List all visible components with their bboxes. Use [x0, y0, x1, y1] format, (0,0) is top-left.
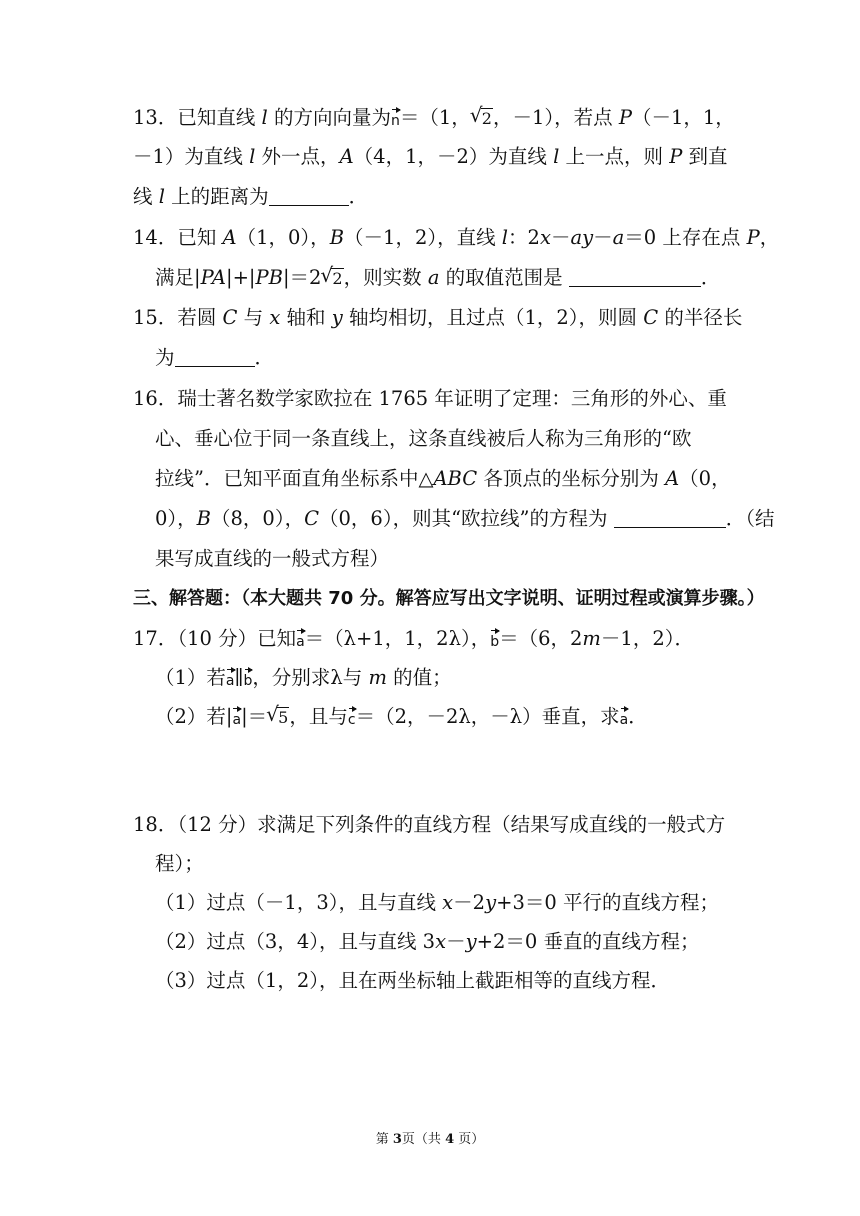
text: +2＝0 垂直的直线方程；	[476, 930, 700, 953]
text: ＝（2，－2λ，－λ）垂直，求	[355, 705, 620, 728]
math-var: C	[222, 306, 238, 329]
page-total: 4	[445, 1132, 455, 1147]
text: ．	[254, 346, 275, 369]
text: 14．已知	[133, 226, 223, 249]
text: ，则实数	[343, 266, 428, 289]
q17-line-1	[133, 628, 694, 649]
answer-blank	[614, 509, 726, 528]
text: ．（结	[725, 507, 775, 530]
section-title: 三、解答题：（本大题共 70 分。解答应写出文字说明、证明过程或演算步骤。）	[133, 588, 765, 609]
vector-b: b	[490, 628, 499, 649]
math-var: l	[501, 226, 509, 249]
text: （8，0），	[211, 507, 305, 530]
text: （3）过点（1，2），且在两坐标轴上截距相等的直线方程．	[155, 969, 670, 992]
q13-line-3	[133, 187, 368, 207]
math-var: y	[331, 306, 343, 329]
math-var: m	[582, 627, 601, 650]
page-number: 3	[392, 1132, 402, 1147]
text: 程）；	[155, 852, 204, 875]
text: 上的距离为	[164, 185, 269, 208]
math-var: C	[643, 306, 659, 329]
text: ＝（λ+1，1，2λ），	[304, 627, 491, 650]
math-var: l	[158, 185, 165, 208]
sqrt-radicand: 2	[332, 269, 343, 288]
text: |＝2	[282, 266, 322, 289]
text: －1）为直线	[133, 145, 250, 168]
text: 各顶点的坐标分别为	[477, 467, 666, 490]
sqrt-symbol	[321, 268, 343, 288]
text: ．	[628, 705, 648, 728]
text: 17．（10 分）已知	[133, 627, 297, 650]
q14-line-1	[133, 228, 779, 248]
q15-line-1	[133, 308, 742, 328]
math-var: C	[304, 507, 320, 530]
text: （4，1，－2）为直线	[353, 145, 554, 168]
math-var: P	[746, 226, 760, 249]
q15-line-2	[155, 348, 274, 368]
text: +3＝0 平行的直线方程；	[496, 891, 719, 914]
text: 外一点，	[255, 145, 340, 168]
text: ，且与	[289, 705, 348, 728]
text: －1，2）．	[600, 627, 694, 650]
q16-line-5	[155, 549, 389, 569]
section-heading	[133, 590, 765, 608]
text: 拉线”．已知平面直角坐标系中△	[155, 467, 434, 490]
math-var: l	[261, 106, 268, 129]
text: 15．若圆	[133, 306, 223, 329]
math-var: A	[665, 467, 680, 490]
math-var: B	[329, 226, 345, 249]
text: 页（共	[401, 1132, 446, 1147]
q16-line-1	[133, 389, 727, 409]
text: ＝0 上存在点	[624, 226, 747, 249]
math-var: ABC	[433, 467, 478, 490]
math-var: l	[553, 145, 560, 168]
text: ＝（6，2	[499, 627, 583, 650]
text: 与	[237, 306, 270, 329]
answer-blank	[569, 268, 701, 287]
text: 18．（12 分）求满足下列条件的直线方程（结果写成直线的一般式方	[133, 813, 726, 836]
text: 轴和	[280, 306, 332, 329]
vector-a: a	[296, 628, 305, 649]
q13-line-2	[133, 147, 728, 167]
math-var: y	[485, 891, 497, 914]
q14-line-2	[155, 268, 720, 288]
text: 13．已知直线	[133, 106, 262, 129]
vector-n: n	[391, 107, 400, 128]
answer-blank	[269, 187, 349, 206]
text: （2）过点（3，4），且与直线 3	[155, 930, 436, 953]
vector-a: a	[226, 667, 235, 688]
sqrt-radicand: 5	[278, 708, 289, 727]
math-var: m	[368, 666, 387, 689]
text: －	[550, 226, 571, 249]
q17-part-1	[155, 667, 452, 688]
text: ，－1），若点	[492, 106, 619, 129]
text: 的方向向量为	[267, 106, 391, 129]
math-var: B	[196, 507, 212, 530]
text: ，分别求λ与	[252, 666, 369, 689]
text: 轴均相切，且过点（1，2），则圆	[342, 306, 644, 329]
math-var: P	[618, 106, 632, 129]
math-var: x	[269, 306, 281, 329]
text: ：2	[508, 226, 540, 249]
math-var: PB	[255, 266, 283, 289]
vector-a: a	[232, 706, 241, 727]
text: （0，	[679, 467, 731, 490]
math-var: x	[539, 226, 551, 249]
vector-a: a	[620, 706, 629, 727]
text: 页）	[454, 1132, 485, 1147]
text: 为	[155, 346, 175, 369]
text: （0，6），则其“欧拉线”的方程为	[319, 507, 614, 530]
text: （－1，2），直线	[344, 226, 502, 249]
sqrt-symbol	[471, 108, 493, 128]
q18-part-1	[155, 893, 719, 913]
text: |+|	[226, 266, 256, 289]
math-var: A	[222, 226, 237, 249]
text: ．	[700, 266, 721, 289]
q18-line-1	[133, 815, 725, 835]
text: 0），	[155, 507, 197, 530]
text: （－1，1，	[631, 106, 735, 129]
text: （1）若	[155, 666, 226, 689]
q17-part-2	[155, 706, 648, 727]
text: 到直	[682, 145, 728, 168]
answer-blank	[175, 348, 255, 367]
sqrt-symbol	[267, 707, 289, 727]
text: |＝	[241, 705, 268, 728]
text: ．	[348, 185, 369, 208]
q16-line-3	[155, 469, 731, 489]
math-var: l	[249, 145, 256, 168]
math-var: ay	[570, 226, 594, 249]
vector-b: b	[244, 667, 253, 688]
text: 心、垂心位于同一条直线上，这条直线被后人称为三角形的“欧	[155, 427, 692, 450]
text: 满足|	[155, 266, 201, 289]
text: 第	[375, 1132, 393, 1147]
math-var: a	[612, 226, 625, 249]
math-var: x	[442, 891, 454, 914]
q18-line-2	[155, 854, 204, 874]
text: 上一点，则	[559, 145, 670, 168]
page-footer	[0, 1133, 860, 1146]
math-var: a	[427, 266, 440, 289]
text: 线	[133, 185, 159, 208]
q16-line-2	[155, 429, 691, 449]
math-var: y	[465, 930, 477, 953]
text: ∥	[234, 666, 244, 689]
math-var: x	[435, 930, 447, 953]
text: 16．瑞士著名数学家欧拉在 1765 年证明了定理：三角形的外心、重	[133, 387, 727, 410]
q18-part-2	[155, 932, 699, 952]
q18-part-3	[155, 971, 670, 991]
q16-line-4	[155, 509, 774, 529]
text: （1，0），	[236, 226, 330, 249]
q13-line-1	[133, 107, 735, 128]
math-var: A	[339, 145, 354, 168]
text: 的半径长	[658, 306, 743, 329]
vector-c: c	[348, 706, 356, 727]
text: －2	[453, 891, 486, 914]
text: ，	[759, 226, 780, 249]
text: －	[593, 226, 613, 249]
text: －	[446, 930, 466, 953]
math-var: PA	[200, 266, 226, 289]
text: （1）过点（－1，3），且与直线	[155, 891, 443, 914]
text: 的值；	[386, 666, 452, 689]
text: 果写成直线的一般式方程）	[155, 547, 390, 570]
text: 的取值范围是	[439, 266, 569, 289]
text: ＝（1，	[399, 106, 471, 129]
math-var: P	[669, 145, 683, 168]
text: （2）若|	[155, 705, 233, 728]
sqrt-radicand: 2	[481, 109, 492, 128]
